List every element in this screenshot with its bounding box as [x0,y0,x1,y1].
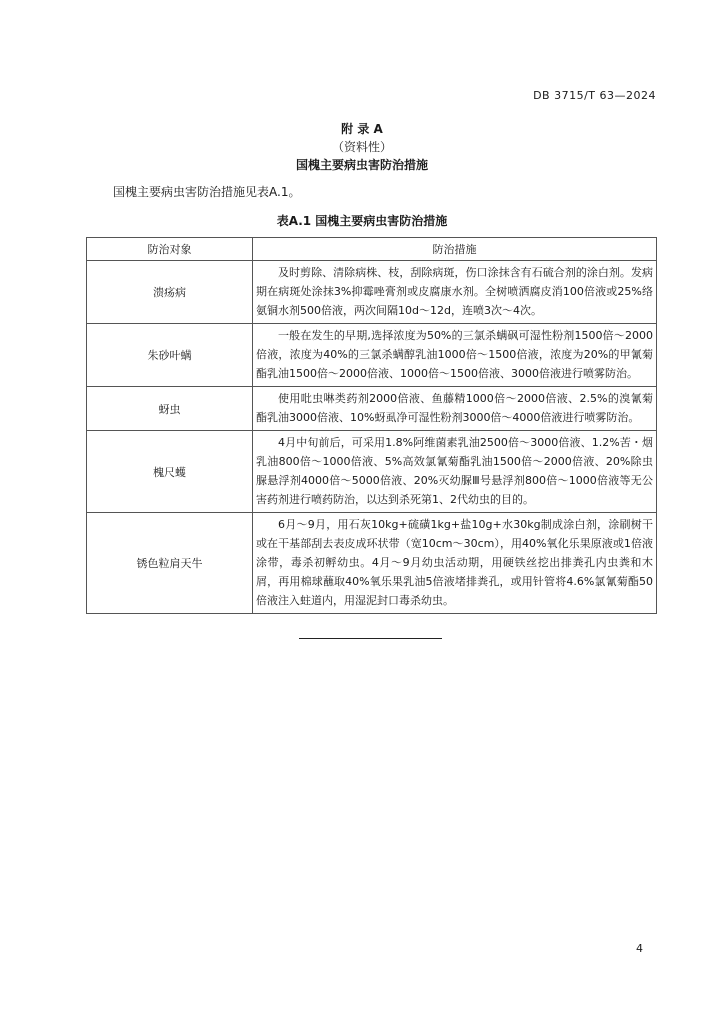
table-row [87,387,657,431]
document-code: DB 3715/T 63—2024 [533,89,656,102]
target-cell: 溃疡病 [87,261,253,324]
page-number: 4 [636,942,643,955]
header-target: 防治对象 [87,238,253,261]
target-cell: 槐尺蠖 [87,431,253,513]
measure-cell: 使用吡虫啉类药剂2000倍液、鱼藤精1000倍～2000倍液、2.5%的溴氰菊酯乳油3000倍液、10%蚜虱净可湿性粉剂3000倍～4000倍液进行喷雾防治。 [253,387,657,431]
table-row [87,431,657,513]
appendix-name: 国槐主要病虫害防治措施 [295,158,428,172]
table-row [87,324,657,387]
intro-paragraph: 国槐主要病虫害防治措施见表A.1。 [113,185,301,199]
measure-cell: 及时剪除、清除病株、枝，刮除病斑，伤口涂抹含有石硫合剂的涂白剂。发病期在病斑处涂抹3%抑霉唑膏剂或皮腐康水剂。全树喷洒腐皮消100倍液或25%络氨铜水剂500倍液，两次间隔10d～12d，连喷3次～4次。 [253,261,657,324]
table-header-row [87,238,657,261]
measure-cell: 6月～9月，用石灰10kg+硫磺1kg+盐10g+水30kg制成涂白剂，涂刷树干或在干基部刮去表皮成环状带（宽10cm～30cm），用40%氧化乐果原液或1倍液涂带，毒杀初孵幼虫。4月～9月幼虫活动期，用硬铁丝挖出排粪孔内虫粪和木屑，再用棉球蘸取40%氧乐果乳油5倍液堵排粪孔，或用针管将4.6%氯氰菊酯50倍液注入蛀道内，用湿泥封口毒杀幼虫。 [253,513,657,614]
appendix-title: 附 录 A [341,122,383,136]
control-measures-table [86,237,657,614]
measure-cell: 一般在发生的早期,选择浓度为50%的三氯杀螨砜可湿性粉剂1500倍～2000倍液，浓度为40%的三氯杀螨醇乳油1000倍～1500倍液，浓度为20%的甲氰菊酯乳油1500倍～2000倍液、1000倍～1500倍液、3000倍液进行喷雾防治。 [253,324,657,387]
target-cell: 蚜虫 [87,387,253,431]
end-of-appendix-rule [299,638,442,639]
header-measure: 防治措施 [253,238,657,261]
measure-cell: 4月中旬前后，可采用1.8%阿维菌素乳油2500倍～3000倍液、1.2%苦・烟乳油800倍～1000倍液、5%高效氯氰菊酯乳油1500倍～2000倍液、20%除虫脲悬浮剂4000倍～5000倍液、20%灭幼脲Ⅲ号悬浮剂800倍～1000倍液等无公害药剂进行喷药防治，以达到杀死第1、2代幼虫的目的。 [253,431,657,513]
table-caption: 表A.1 国槐主要病虫害防治措施 [276,214,448,228]
table-row [87,261,657,324]
target-cell: 锈色粒肩天牛 [87,513,253,614]
target-cell: 朱砂叶螨 [87,324,253,387]
table-row [87,513,657,614]
appendix-type: （资料性） [331,140,392,154]
